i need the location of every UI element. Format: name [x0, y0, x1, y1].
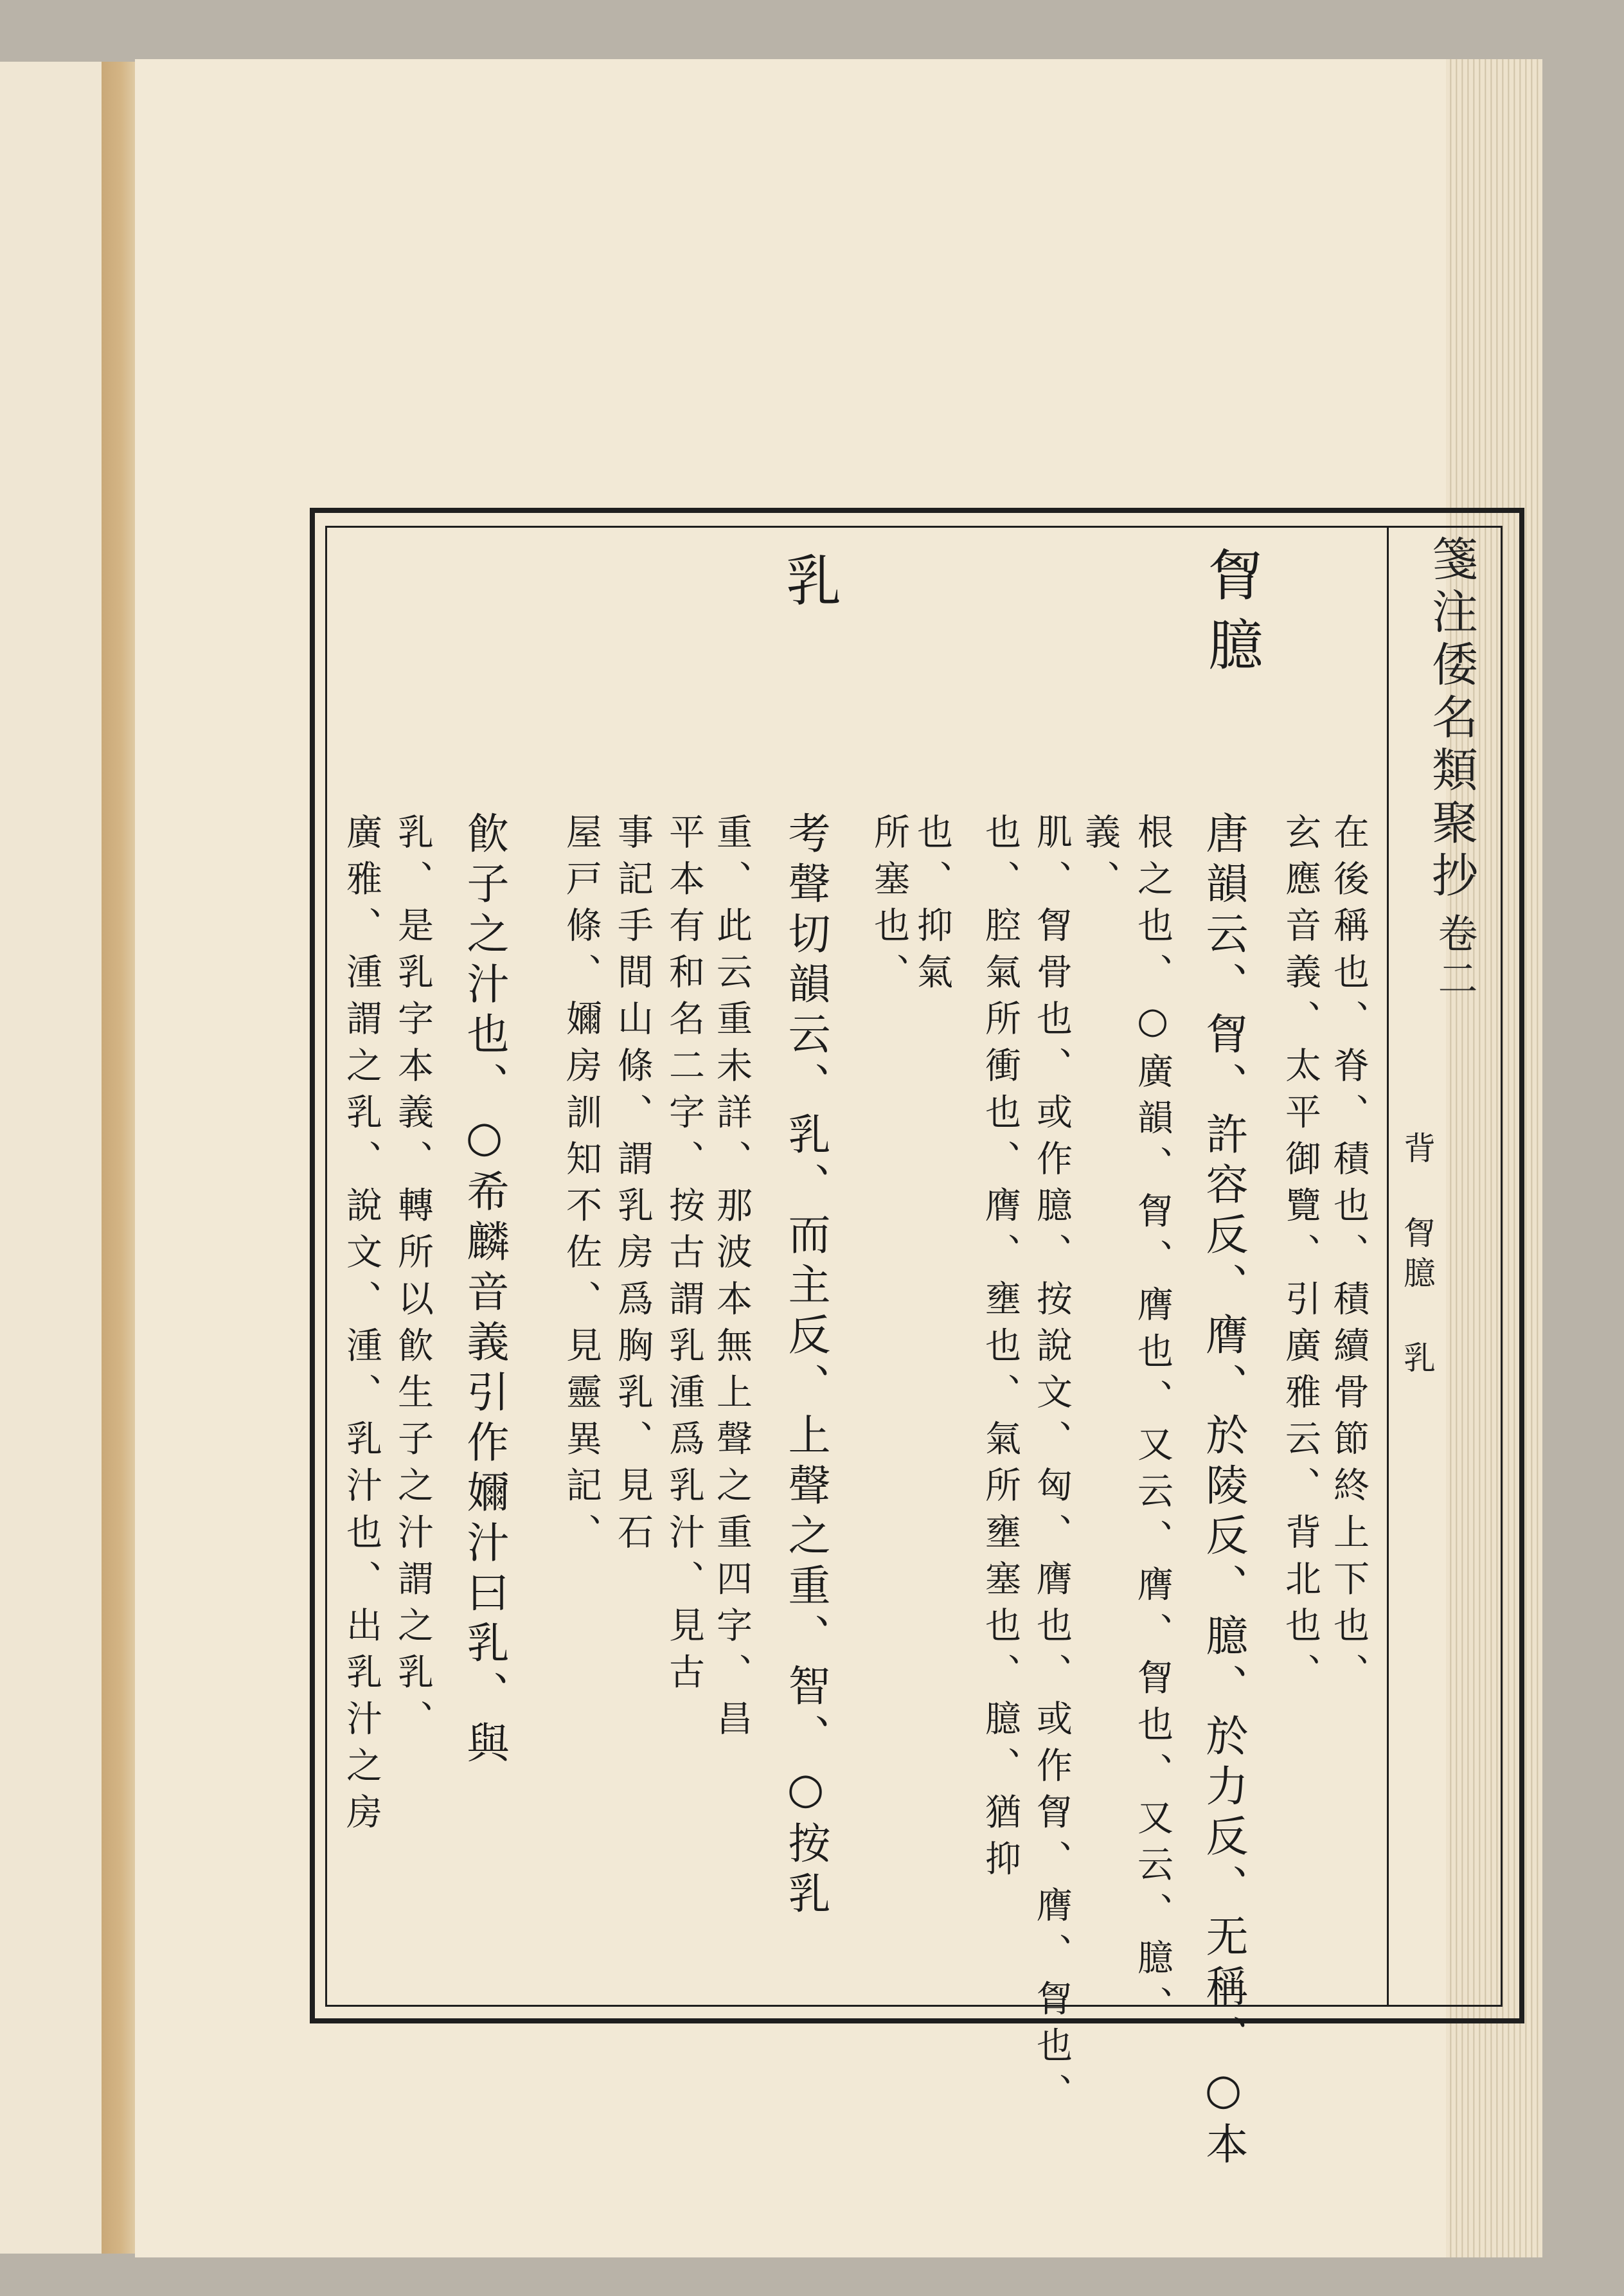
volume-number: 卷二	[1431, 913, 1478, 1003]
text-column: 玄應音義、太平御覽、引廣雅云、背北也、	[1280, 813, 1321, 1700]
text-column: 唐韻云、胷、許容反、膺、於陵反、臆、於力反、无稱、○本	[1199, 811, 1248, 2172]
text-column: 飮子之汁也、○希麟音義引作嬭汁曰乳、與	[460, 811, 509, 1771]
text-column: 肌、胷骨也、或作臆、按說文、匈、膺也、或作胷、膺、胷也、	[1031, 813, 1073, 2120]
text-column: 義、	[1079, 813, 1121, 907]
text-column: 屋戸條、嬭房訓知不佐、見靈異記、	[560, 813, 602, 1560]
text-column: 也、腔氣所衝也、膺、壅也、氣所壅塞也、臆、猶抑	[979, 813, 1021, 1887]
book-gutter	[102, 62, 140, 2254]
book-title: 箋注倭名類聚抄	[1424, 535, 1478, 904]
entry-heading: 胷臆	[1199, 546, 1263, 685]
text-column: 廣雅、湩謂之乳、說文、湩、乳汁也、出乳汁之房	[341, 813, 382, 1840]
text-column: 重、此云重未詳、那波本無上聲之重四字、昌	[711, 813, 753, 1746]
text-column: 事記手間山條、謂乳房爲胸乳、見石	[612, 813, 654, 1560]
spine-column-rule	[1387, 527, 1389, 2005]
entry-index: 背 胷臆 乳	[1398, 1131, 1436, 1381]
text-column: 平本有和名二字、按古謂乳湩爲乳汁、見古	[663, 813, 705, 1700]
text-column: 所塞也、	[868, 813, 910, 1000]
text-column: 考聲切韻云、乳、而主反、上聲之重、智、○按乳	[781, 811, 830, 1921]
left-facing-page	[0, 62, 114, 2254]
text-column: 乳、是乳字本義、轉所以飮生子之汁謂之乳、	[392, 813, 434, 1746]
text-column: 根之也、○廣韻、胷、膺也、又云、膺、胷也、又云、臆、	[1132, 813, 1173, 2032]
entry-heading: 乳	[776, 552, 841, 621]
text-column: 在後稱也、脊、積也、積續骨節終上下也、	[1328, 813, 1370, 1700]
text-column: 也、抑氣	[911, 813, 953, 1000]
